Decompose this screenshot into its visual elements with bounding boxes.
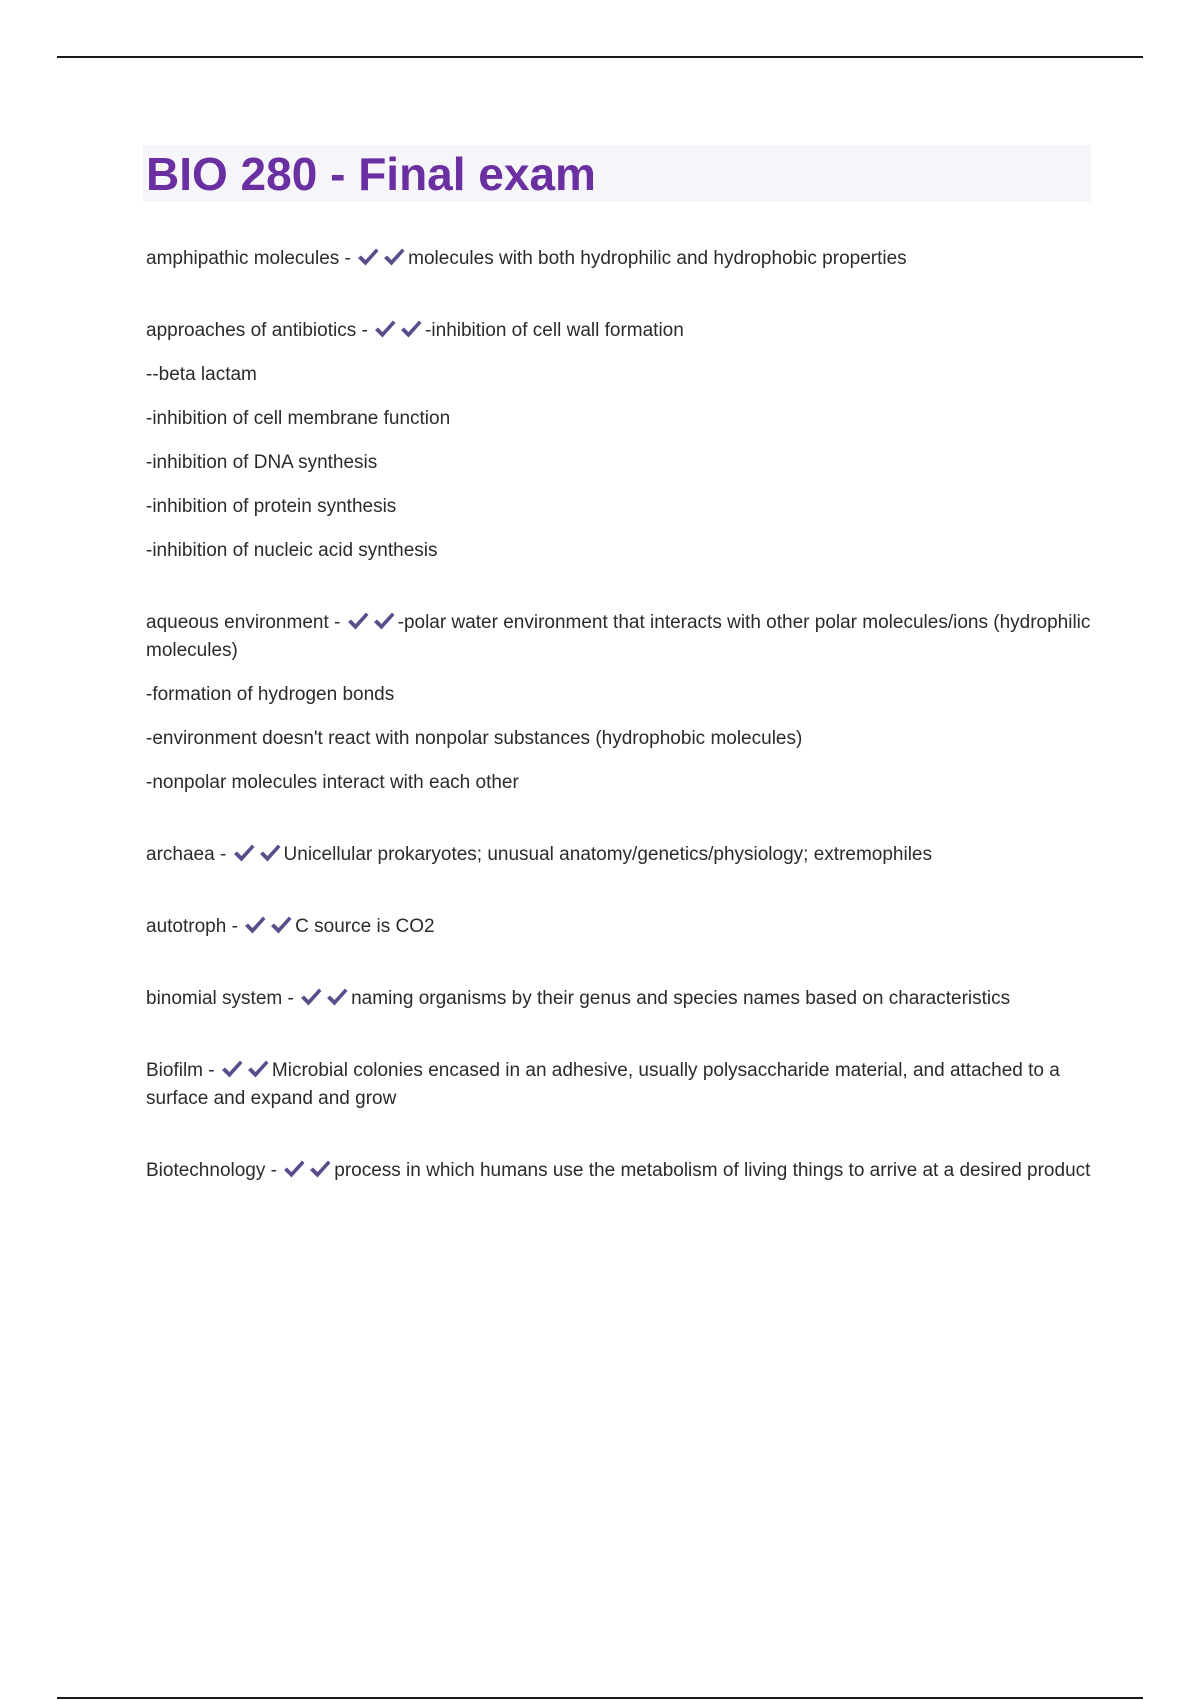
definition-text: molecules with both hydrophilic and hydrophobic properties (408, 248, 907, 269)
flashcard-entry (146, 913, 1096, 941)
checkmark-icon (232, 842, 256, 864)
definition-text: -inhibition of nucleic acid synthesis (146, 540, 438, 561)
definition-text: -inhibition of protein synthesis (146, 496, 397, 517)
checkmark-icon (399, 318, 423, 340)
flashcard-entry (146, 1157, 1096, 1185)
checkmark-icon (346, 610, 370, 632)
definition-text: process in which humans use the metabolism of living things to arrive at a desired product (334, 1160, 1091, 1181)
entry-first-line (146, 1057, 1096, 1113)
checkmark-icon (372, 610, 396, 632)
answer-checkmarks (232, 844, 284, 865)
checkmark-icon (282, 1158, 306, 1180)
definition-text: --beta lactam (146, 364, 257, 385)
definition-text: -environment doesn't react with nonpolar substances (hydrophobic molecules) (146, 728, 803, 749)
flashcard-entry (146, 841, 1096, 869)
definition-line (146, 449, 1096, 477)
term-label: autotroph - (146, 916, 244, 937)
entry-first-line (146, 1157, 1096, 1185)
checkmark-icon (382, 246, 406, 268)
definition-line (146, 361, 1096, 389)
definition-text: naming organisms by their genus and species names based on characteristics (351, 988, 1011, 1009)
checkmark-icon (243, 914, 267, 936)
term-label: amphipathic molecules - (146, 248, 357, 269)
flashcard-entry (146, 609, 1096, 797)
definition-line (146, 405, 1096, 433)
entry-first-line (146, 245, 1096, 273)
flashcard-list (146, 245, 1096, 1229)
definition-text: -polar water environment that interacts with other polar molecules/ions (hydrophilic molecules) (146, 612, 1091, 661)
definition-text: Microbial colonies encased in an adhesive, usually polysaccharide material, and attached to a surface and expand and grow (146, 1060, 1060, 1109)
checkmark-icon (299, 986, 323, 1008)
flashcard-entry (146, 1057, 1096, 1113)
flashcard-entry (146, 985, 1096, 1013)
answer-checkmarks (299, 988, 351, 1009)
checkmark-icon (269, 914, 293, 936)
definition-text: -inhibition of DNA synthesis (146, 452, 378, 473)
answer-checkmarks (282, 1160, 334, 1181)
entry-first-line (146, 841, 1096, 869)
term-label: aqueous environment - (146, 612, 346, 633)
answer-checkmarks (243, 916, 295, 937)
checkmark-icon (356, 246, 380, 268)
answer-checkmarks (356, 248, 408, 269)
definition-line (146, 725, 1096, 753)
definition-text: -formation of hydrogen bonds (146, 684, 395, 705)
definition-text: -inhibition of cell wall formation (425, 320, 684, 341)
answer-checkmarks (220, 1060, 272, 1081)
term-label: Biotechnology - (146, 1160, 283, 1181)
checkmark-icon (220, 1058, 244, 1080)
checkmark-icon (325, 986, 349, 1008)
definition-text: Unicellular prokaryotes; unusual anatomy/genetics/physiology; extremophiles (283, 844, 932, 865)
definition-line (146, 681, 1096, 709)
entry-first-line (146, 317, 1096, 345)
definition-line (146, 537, 1096, 565)
checkmark-icon (258, 842, 282, 864)
entry-first-line (146, 913, 1096, 941)
checkmark-icon (373, 318, 397, 340)
answer-checkmarks (373, 320, 425, 341)
term-label: binomial system - (146, 988, 300, 1009)
bottom-rule (57, 1697, 1143, 1699)
checkmark-icon (308, 1158, 332, 1180)
checkmark-icon (246, 1058, 270, 1080)
entry-first-line (146, 985, 1096, 1013)
term-label: approaches of antibiotics - (146, 320, 374, 341)
definition-text: -nonpolar molecules interact with each other (146, 772, 519, 793)
entry-first-line (146, 609, 1096, 665)
term-label: archaea - (146, 844, 232, 865)
definition-line (146, 769, 1096, 797)
flashcard-entry (146, 317, 1096, 565)
top-rule (57, 56, 1143, 58)
definition-text: C source is CO2 (295, 916, 435, 937)
page-title: BIO 280 - Final exam (146, 148, 596, 200)
term-label: Biofilm - (146, 1060, 220, 1081)
flashcard-entry (146, 245, 1096, 273)
definition-line (146, 493, 1096, 521)
definition-text: -inhibition of cell membrane function (146, 408, 451, 429)
answer-checkmarks (346, 612, 398, 633)
